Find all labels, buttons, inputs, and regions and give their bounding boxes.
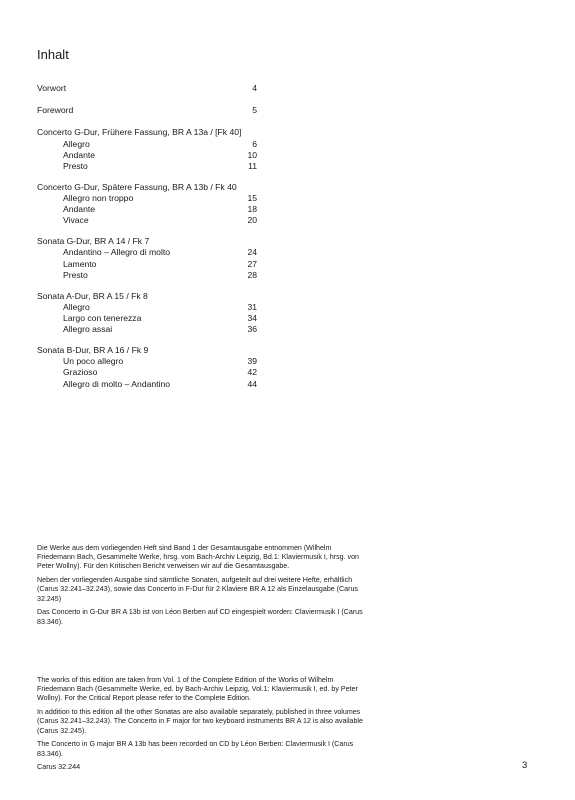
toc-page: 28 <box>247 269 257 280</box>
toc-label: Vivace <box>63 215 89 226</box>
toc-label: Grazioso <box>63 367 98 378</box>
toc-entry-foreword <box>37 105 257 116</box>
toc-page: 6 <box>252 138 257 149</box>
toc-movement <box>37 150 257 161</box>
toc-page: 39 <box>247 356 257 367</box>
toc-page: 20 <box>247 215 257 226</box>
toc-label: Allegro <box>63 138 90 149</box>
toc-page: 27 <box>247 258 257 269</box>
toc-label: Sonata G-Dur, BR A 14 / Fk 7 <box>37 236 150 247</box>
toc-label: Presto <box>63 161 88 172</box>
toc-page: 42 <box>247 367 257 378</box>
note-paragraph: The works of this edition are taken from Vol. 1 of the Complete Edition of the Works of Wilhelm Friedemann Bach (Gesammelte Werke, ed. by Bach-Archiv Leipzig, Vol.1: Klaviermusik I, ed. by Peter Wollny). For the Critical Report please refer to the Complete Edition. <box>37 676 358 703</box>
toc-movement <box>37 247 257 258</box>
notes-english <box>37 676 367 763</box>
toc-label: Allegro non troppo <box>63 193 134 204</box>
toc-label: Foreword <box>37 105 74 116</box>
toc-label: Andante <box>63 149 96 160</box>
table-of-contents <box>37 83 257 390</box>
toc-movement <box>37 379 257 390</box>
toc-movement <box>37 259 257 270</box>
note-paragraph: Das Concerto in G-Dur BR A 13b ist von Léon Berben auf CD eingespielt worden: Claviermusik I (Carus 83.346). <box>37 608 363 626</box>
toc-page: 31 <box>247 301 257 312</box>
toc-page: 4 <box>252 83 257 93</box>
toc-page: 15 <box>247 193 257 204</box>
toc-page: 10 <box>247 149 257 160</box>
toc-label: Concerto G-Dur, Frühere Fassung, BR A 13a / [Fk 40] <box>37 127 242 138</box>
toc-movement <box>37 313 257 324</box>
note-paragraph: Neben der vorliegenden Ausgabe sind sämtliche Sonaten, aufgeteilt auf drei weitere Hefte, erhältlich (Carus 32.241–32.243), sowie das Concerto in F-Dur für 2 Klaviere BR A 12 als Einzelausgabe (Carus 32.245) <box>37 576 358 603</box>
toc-page: 11 <box>248 161 257 172</box>
toc-movement <box>37 302 257 313</box>
catalog-number: Carus 32.244 <box>37 762 81 771</box>
note-paragraph: Die Werke aus dem vorliegenden Heft sind Band 1 der Gesamtausgabe entnommen (Wilhelm Friedemann Bach, Gesammelte Werke, hrsg. vom Bach-Archiv Leipzig, Bd.1: Klaviermusik I, hrsg. von Peter Wollny). Für den Kritischen Bericht verweisen wir auf die Gesamtausgabe. <box>37 544 359 571</box>
toc-movement <box>37 367 257 378</box>
toc-label: Andantino – Allegro di molto <box>63 247 171 258</box>
toc-entry-preface <box>37 83 257 94</box>
toc-page: 24 <box>247 247 257 258</box>
toc-page: 5 <box>252 105 257 116</box>
toc-label: Andante <box>63 204 96 215</box>
toc-page: 34 <box>247 313 257 324</box>
toc-movement <box>37 139 257 150</box>
toc-label: Allegro <box>63 301 90 312</box>
toc-movement <box>37 215 257 226</box>
toc-page: 36 <box>247 324 257 335</box>
toc-page: 44 <box>247 378 257 389</box>
toc-movement <box>37 356 257 367</box>
toc-movement <box>37 193 257 204</box>
toc-label: Concerto G-Dur, Spätere Fassung, BR A 13b / Fk 40 <box>37 181 237 192</box>
note-paragraph: In addition to this edition all the other Sonatas are also available separately, published in three volumes (Carus 32.241–32.243). The Concerto in F major for two keyboard instruments BR A 12 is also available (Carus 32.245). <box>37 708 363 735</box>
toc-work-heading <box>37 127 257 138</box>
page-number: 3 <box>522 760 528 771</box>
toc-label: Sonata B-Dur, BR A 16 / Fk 9 <box>37 345 149 356</box>
toc-movement <box>37 324 257 335</box>
toc-movement <box>37 204 257 215</box>
page-title: Inhalt <box>37 47 69 62</box>
toc-page: 18 <box>247 204 257 215</box>
toc-label: Un poco allegro <box>63 356 124 367</box>
toc-movement <box>37 270 257 281</box>
toc-label: Largo con tenerezza <box>63 313 142 324</box>
toc-label: Lamento <box>63 258 97 269</box>
toc-label: Allegro assai <box>63 324 113 335</box>
toc-work-heading <box>37 345 257 356</box>
note-paragraph: The Concerto in G major BR A 13b has been recorded on CD by Léon Berben: Claviermusik I (Carus 83.346). <box>37 740 354 758</box>
toc-work-heading <box>37 182 257 193</box>
toc-label: Allegro di molto – Andantino <box>63 378 171 389</box>
toc-work-heading <box>37 236 257 247</box>
toc-movement <box>37 161 257 172</box>
toc-work-heading <box>37 291 257 302</box>
notes-german <box>37 544 367 631</box>
toc-label: Presto <box>63 269 88 280</box>
toc-label: Vorwort <box>37 83 67 93</box>
toc-label: Sonata A-Dur, BR A 15 / Fk 8 <box>37 290 148 301</box>
